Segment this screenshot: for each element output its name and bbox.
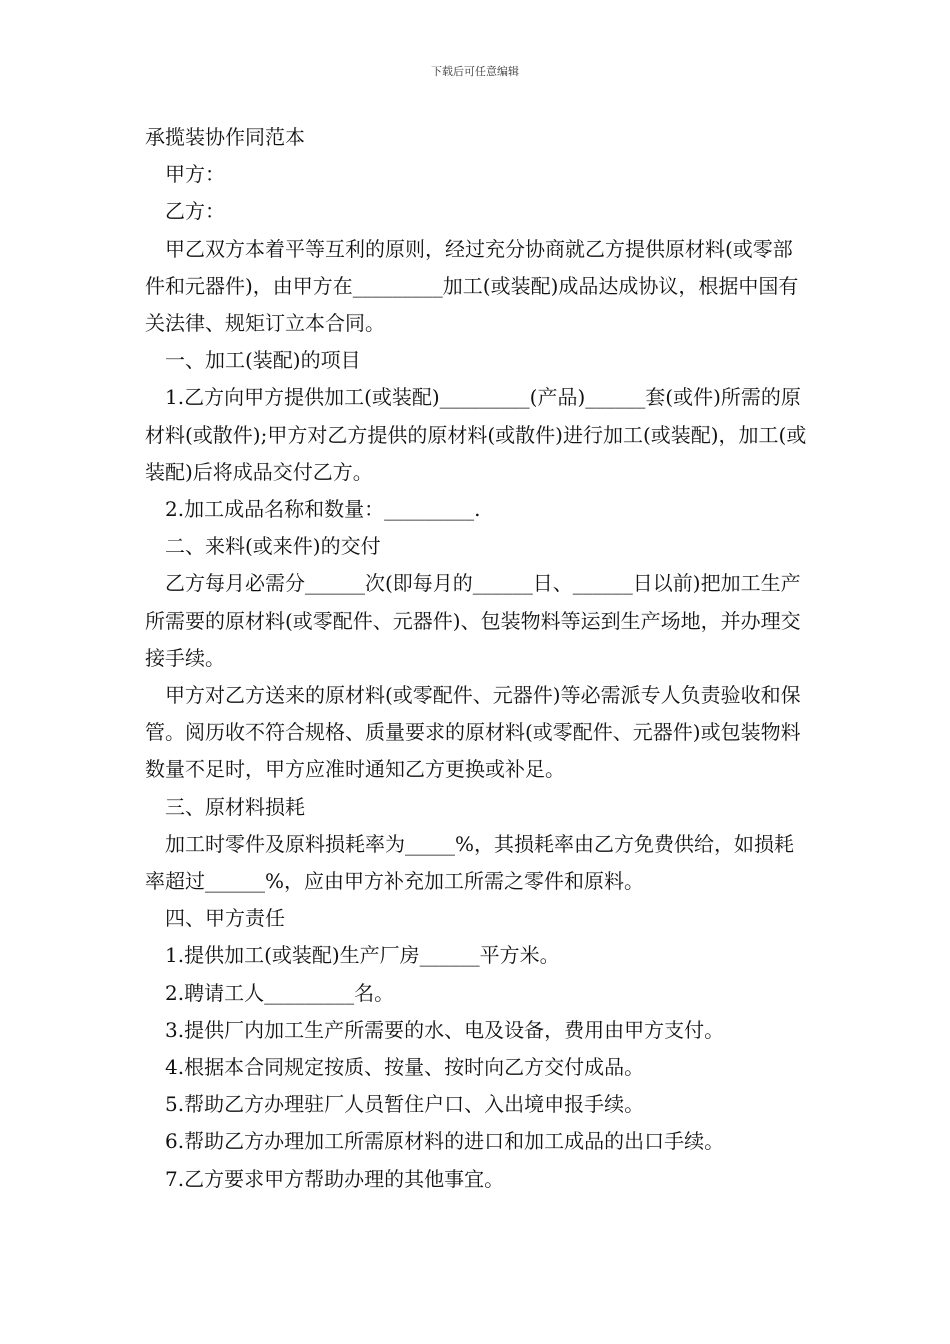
clause-3-1: 加工时零件及原料损耗率为_____%，其损耗率由乙方免费供给，如损耗率超过______%，应由甲方补充加工所需之零件和原料。 — [145, 831, 795, 894]
page-header: 下载后可任意编辑 — [431, 65, 519, 78]
clause-4-6: 6.帮助乙方办理加工所需原材料的进口和加工成品的出口手续。 — [165, 1129, 725, 1154]
clause-4-2: 2.聘请工人_________名。 — [165, 980, 395, 1005]
clause-2-1: 乙方每月必需分______次(即每月的______日、______日以前)把加工生产所需要的原材料(或零配件、元器件)、包装物料等运到生产场地，并办理交接手续。 — [145, 571, 801, 670]
section-heading-1: 一、加工(装配)的项目 — [165, 348, 361, 373]
document-body — [145, 119, 810, 1198]
document-title: 承揽装协作同范本 — [145, 125, 305, 149]
party-b-line: 乙方： — [165, 199, 225, 224]
section-heading-2: 二、来料(或来件)的交付 — [165, 534, 381, 559]
section-heading-3: 三、原材料损耗 — [165, 794, 305, 819]
clause-4-4: 4.根据本合同规定按质、按量、按时向乙方交付成品。 — [165, 1055, 645, 1080]
clause-4-3: 3.提供厂内加工生产所需要的水、电及设备，费用由甲方支付。 — [165, 1017, 725, 1042]
clause-2-2: 甲方对乙方送来的原材料(或零配件、元器件)等必需派专人负责验收和保管。阅历收不符合规格、质量要求的原材料(或零配件、元器件)或包装物料数量不足时，甲方应准时通知乙方更换或补足。 — [145, 683, 801, 782]
clause-4-1: 1.提供加工(或装配)生产厂房______平方米。 — [165, 943, 560, 968]
clause-1-2: 2.加工成品名称和数量：_________. — [165, 497, 481, 522]
preamble-paragraph: 甲乙双方本着平等互利的原则，经过充分协商就乙方提供原材料(或零部件和元器件)，由甲方在_________加工(或装配)成品达成协议，根据中国有关法律、规矩订立本合同。 — [145, 236, 799, 336]
clause-4-7: 7.乙方要求甲方帮助办理的其他事宜。 — [165, 1166, 505, 1191]
section-heading-4: 四、甲方责任 — [165, 906, 285, 931]
clause-4-5: 5.帮助乙方办理驻厂人员暂住户口、入出境申报手续。 — [165, 1092, 645, 1117]
clause-1-1: 1.乙方向甲方提供加工(或装配)_________(产品)______套(或件)所需的原材料(或散件);甲方对乙方提供的原材料(或散件)进行加工(或装配)，加工(或装配)后将成品交付乙方。 — [145, 385, 807, 484]
party-a-line: 甲方： — [165, 162, 225, 187]
